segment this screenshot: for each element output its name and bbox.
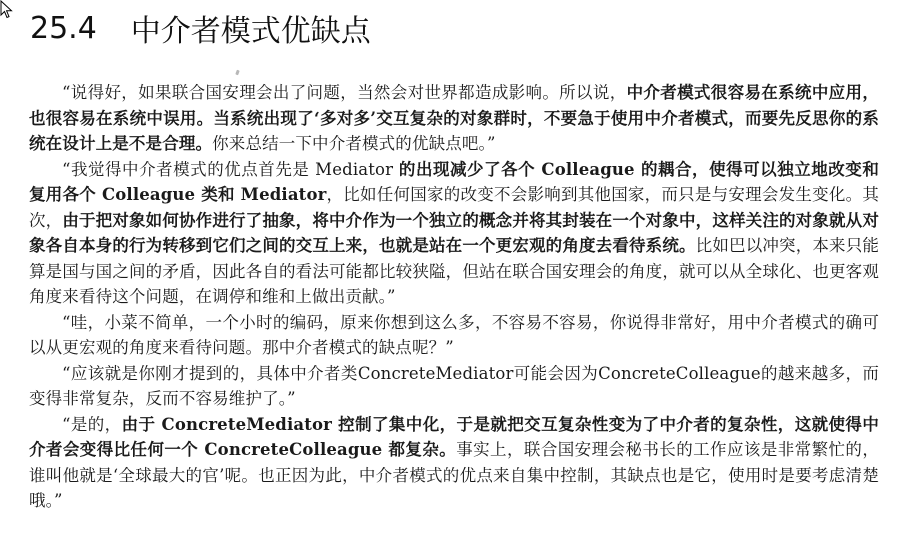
paragraph-1 <box>29 80 879 157</box>
text-run: ，比如任何国家的改变不会影响到其他国家，而只是与安理会发生变化。其次， <box>29 185 879 230</box>
body-text <box>29 80 879 514</box>
bold-run: 由于 ConcreteMediator 控制了集中化，于是就把交互复杂性变为了中介者的复杂性，这就使得中介者会变得比任何一个 ConcreteColleague 都复杂。 <box>29 414 879 459</box>
scan-speck <box>235 70 240 76</box>
mouse-cursor-icon <box>0 0 14 20</box>
section-title: 中介者模式优缺点 <box>130 14 371 49</box>
bold-run: 由于把对象如何协作进行了抽象，将中介作为一个独立的概念并将其封装在一个对象中，这样关注的对象就从对象各自本身的行为转移到它们之间的交互上来，也就是站在一个更宏观的角度去看待系统。 <box>29 210 879 255</box>
text-run: “应该就是你刚才提到的，具体中介者类ConcreteMediator可能会因为ConcreteColleague的越来越多，而变得非常复杂，反而不容易维护了。” <box>29 363 879 408</box>
text-run: “我觉得中介者模式的优点首先是 Mediator <box>62 159 399 179</box>
text-run: 比如巴以冲突，本来只能算是国与国之间的矛盾，因此各自的看法可能都比较狭隘，但站在联合国安理会的角度，就可以从全球化、也更客观角度来看待这个问题，在调停和维和上做出贡献。” <box>29 236 880 306</box>
paragraph-4 <box>29 361 879 412</box>
paragraph-2 <box>29 157 879 310</box>
text-run: 事实上，联合国安理会秘书长的工作应该是非常繁忙的，谁叫他就是‘全球最大的官’呢。也正因为此，中介者模式的优点来自集中控制，其缺点也是它，使用时是要考虑清楚哦。” <box>29 440 880 510</box>
section-number: 25.4 <box>30 10 97 46</box>
paragraph-3 <box>29 310 879 361</box>
text-run: 你来总结一下中介者模式的优缺点吧。” <box>212 134 496 153</box>
bold-run: 的出现减少了各个 Colleague 的耦合，使得可以独立地改变和复用各个 Colleague 类和 Mediator <box>29 159 879 204</box>
text-run: “哇，小菜不简单，一个小时的编码，原来你想到这么多，不容易不容易，你说得非常好，用中介者模式的确可以从更宏观的角度来看待问题。那中介者模式的缺点呢？” <box>29 312 879 357</box>
paragraph-5 <box>29 412 879 514</box>
text-run: “是的， <box>62 414 122 434</box>
text-run: “说得好，如果联合国安理会出了问题，当然会对世界都造成影响。所以说， <box>62 83 627 102</box>
bold-run: 中介者模式很容易在系统中应用，也很容易在系统中误用。当系统出现了‘多对多’交互复杂的对象群时，不要急于使用中介者模式，而要先反思你的系统在设计上是不是合理。 <box>29 83 879 153</box>
section-heading <box>30 8 371 48</box>
